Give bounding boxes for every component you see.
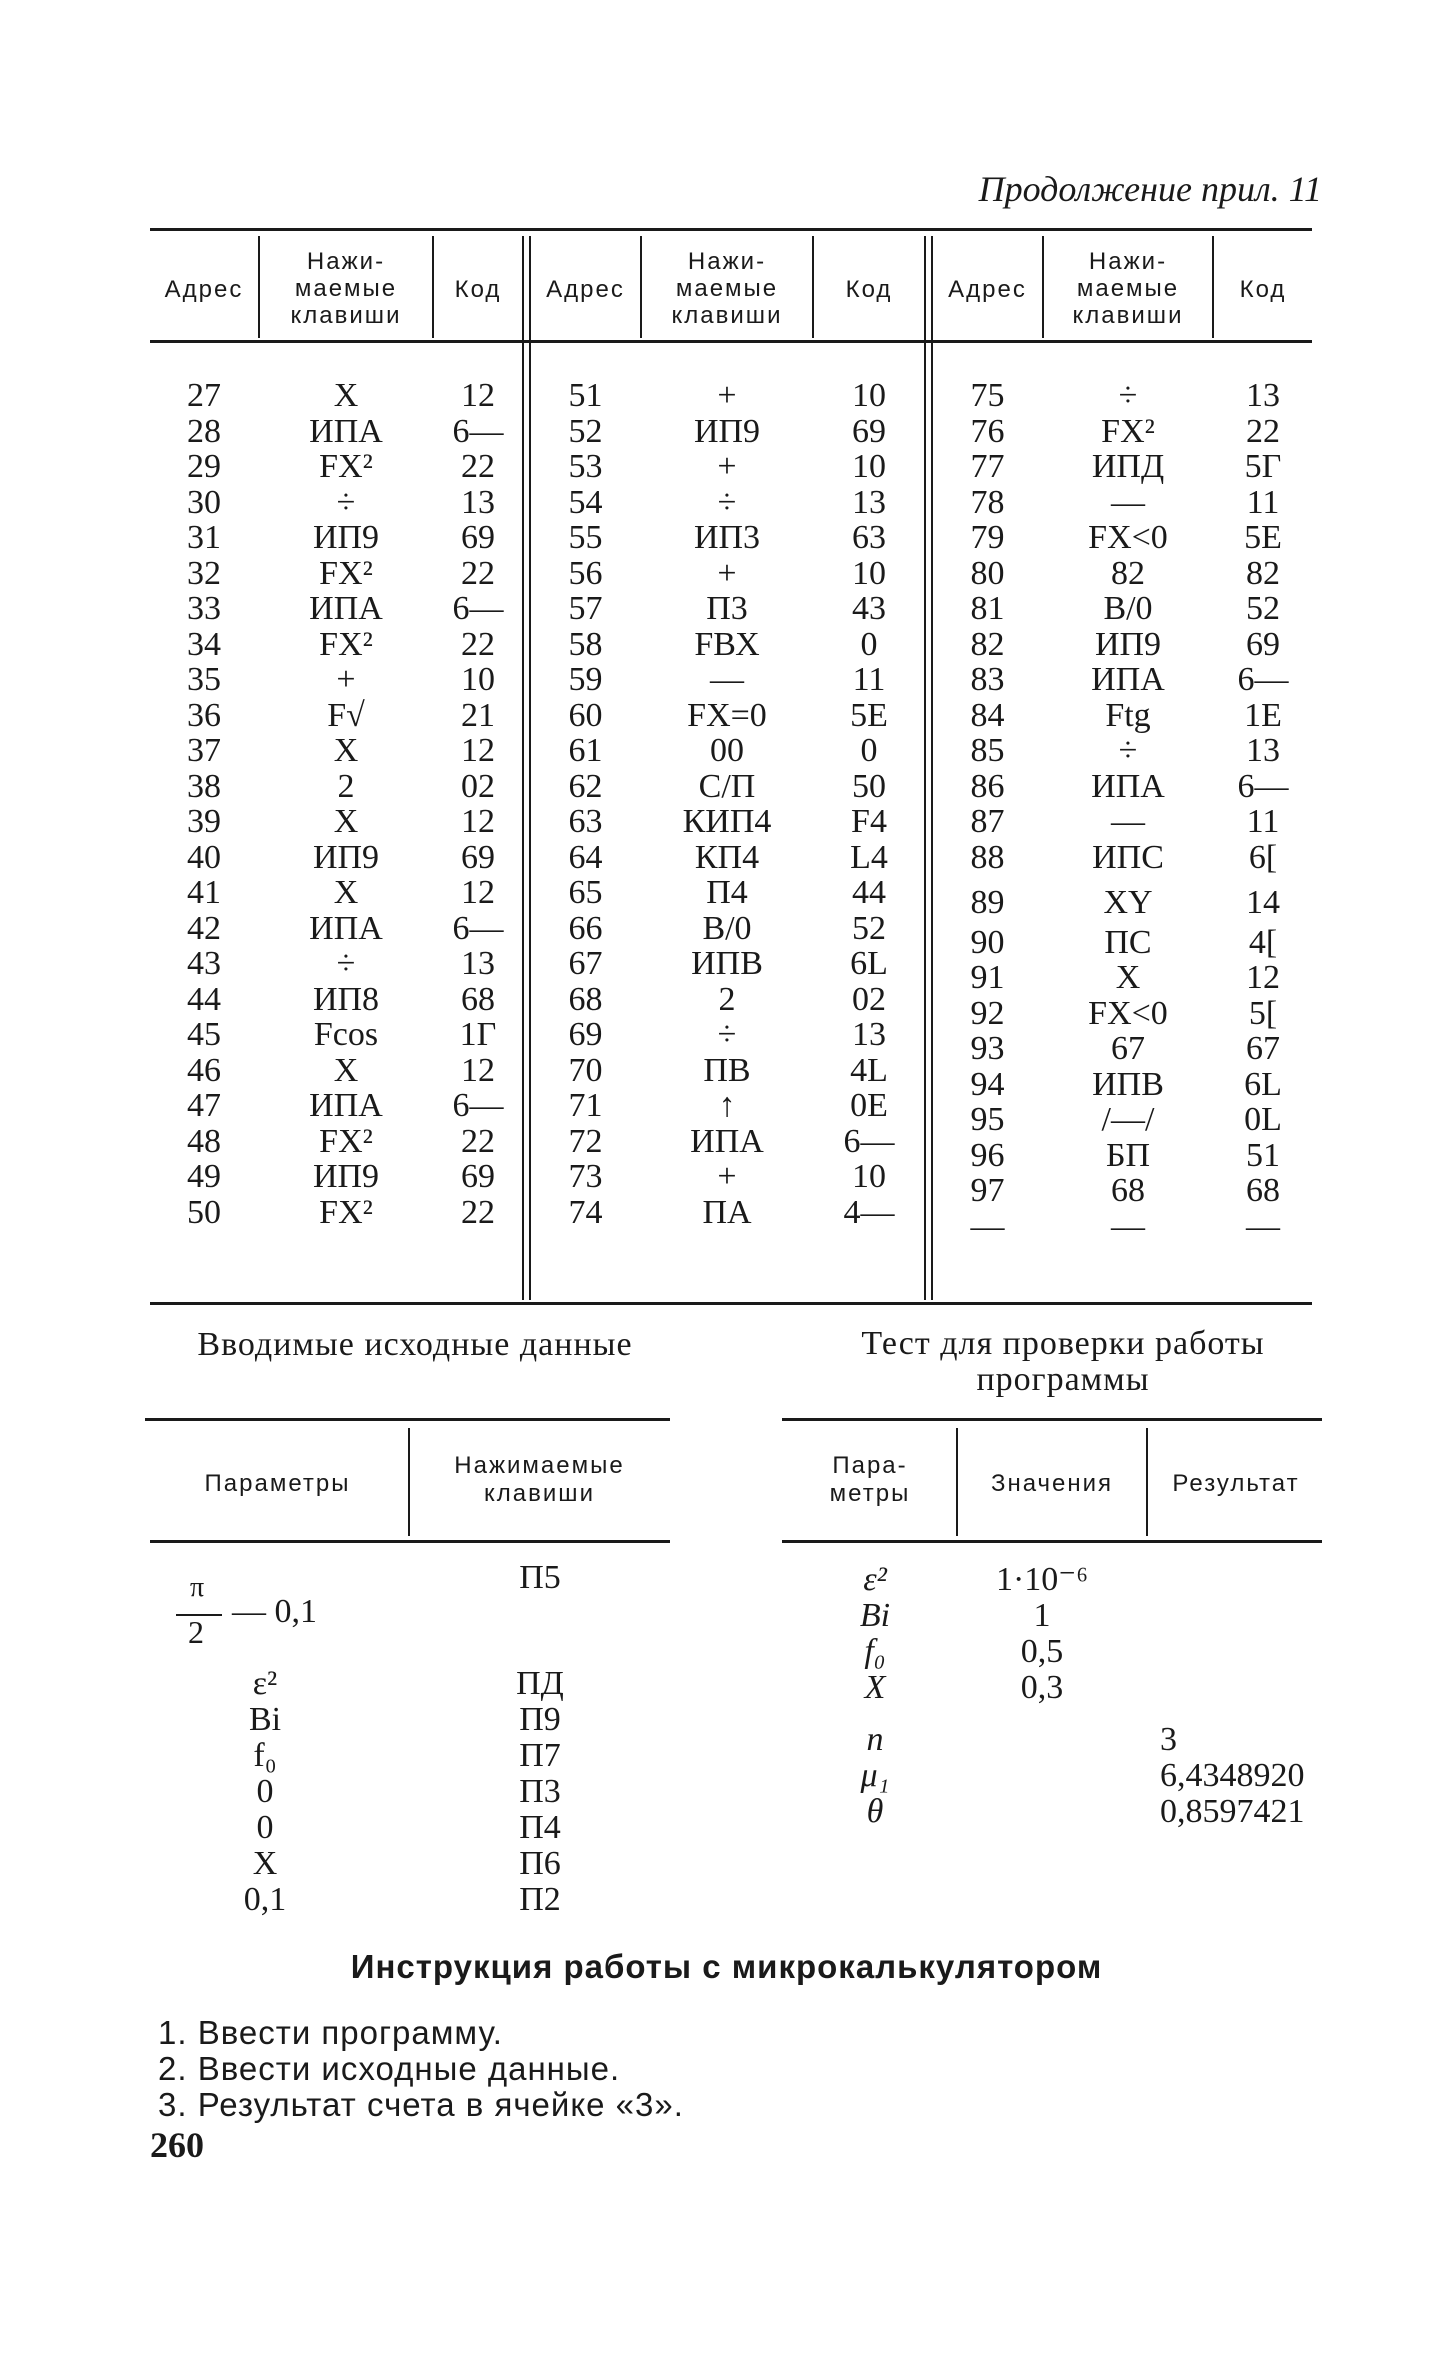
table-cell-code: 0 [860, 732, 878, 769]
test-col-divider [1146, 1428, 1148, 1536]
input-key: ПД [516, 1665, 564, 1702]
table-cell-code: 22 [461, 554, 495, 592]
col-header-address: Адрес [164, 276, 244, 303]
table-cell-code: 1E [1244, 696, 1282, 734]
test-result: 3 [1160, 1721, 1177, 1758]
table-cell-code: 6— [452, 909, 504, 947]
table-cell-key: ИПА [309, 412, 383, 450]
table-cell-key: 2 [718, 980, 736, 1018]
table-cell-address: 88 [970, 838, 1005, 876]
table-cell-address: 29 [187, 448, 221, 485]
table-cell-code: 5Г [1244, 448, 1282, 485]
table-cell-address: 65 [568, 874, 603, 911]
col-header-keys-line: Нажи- [1088, 248, 1168, 275]
table-cell-code: 21 [461, 696, 495, 734]
table-cell-address: 86 [970, 767, 1005, 805]
test-values-header: Значения [990, 1470, 1114, 1497]
table-cell-code: — [1246, 1207, 1280, 1245]
table-cell-address: 30 [187, 483, 221, 521]
block-divider [924, 236, 926, 1300]
table-cell-key: FВХ [694, 625, 760, 663]
table-cell-address: 55 [568, 519, 603, 556]
table-cell-code: 69 [461, 1158, 495, 1195]
table-cell-code: 51 [1246, 1136, 1280, 1174]
table-top-rule [150, 228, 1312, 231]
table-cell-code: 6— [1237, 767, 1289, 805]
table-cell-code: 44 [852, 874, 886, 911]
table-cell-key: + [717, 554, 737, 592]
table-cell-key: F√ [327, 696, 365, 734]
table-cell-key: — [710, 661, 744, 698]
table-cell-key: П4 [706, 874, 748, 911]
table-cell-code: 13 [461, 945, 495, 982]
test-params-header-line2: метры [829, 1480, 911, 1507]
table-cell-code: L4 [850, 838, 888, 876]
table-cell-address: 51 [568, 377, 603, 414]
table-cell-key: ИПА [1091, 767, 1165, 805]
input-table-header-rule [150, 1540, 670, 1543]
table-cell-code: 6L [850, 945, 888, 982]
table-cell-address: 82 [970, 625, 1005, 663]
table-cell-address: 87 [970, 803, 1005, 840]
test-param: ε² [863, 1561, 887, 1598]
table-cell-key: П3 [706, 590, 748, 627]
col-header-keys [1044, 248, 1212, 329]
fraction-rest: — 0,1 [232, 1593, 317, 1630]
table-cell-code: 0E [850, 1087, 888, 1124]
table-cell-address: 44 [187, 980, 221, 1018]
table-cell-key: ИП9 [312, 1158, 380, 1195]
table-cell-key: /—/ [1101, 1101, 1155, 1138]
table-cell-address: 53 [568, 448, 603, 485]
table-cell-key: 82 [1111, 554, 1145, 592]
table-cell-address: 38 [187, 767, 221, 805]
test-params-header [790, 1452, 950, 1508]
table-cell-address: 41 [187, 874, 221, 911]
table-cell-code: 13 [852, 483, 886, 521]
table-cell-key: FX<0 [1088, 994, 1168, 1032]
input-key: П5 [519, 1559, 561, 1596]
table-cell-code: 13 [461, 483, 495, 521]
table-cell-address: 64 [568, 838, 603, 876]
table-cell-code: 68 [461, 980, 495, 1018]
table-cell-address: 96 [970, 1136, 1005, 1174]
table-cell-address: 54 [568, 483, 603, 521]
input-keys-header [412, 1452, 667, 1508]
table-cell-address: 36 [187, 696, 221, 734]
table-cell-key: КИП4 [682, 803, 772, 840]
table-cell-code: 13 [1246, 732, 1280, 769]
input-param: X [252, 1845, 278, 1882]
input-keys-header-line1: Нажимаемые [454, 1452, 625, 1479]
table-cell-address: 27 [187, 377, 221, 414]
table-cell-key: ПС [1104, 923, 1152, 961]
table-cell-key: FX² [319, 625, 373, 663]
table-cell-address: 78 [970, 483, 1005, 521]
table-cell-code: 12 [461, 874, 495, 911]
page-header-title: Продолжение прил. 11 [978, 169, 1322, 209]
table-cell-key: + [717, 448, 737, 485]
table-cell-key: + [717, 1158, 737, 1195]
table-cell-key: X [333, 874, 359, 911]
input-key: П7 [519, 1737, 561, 1774]
table-cell-key: ИПА [309, 590, 383, 627]
col-header-keys [260, 248, 432, 329]
col-header-address: Адрес [546, 276, 625, 303]
table-cell-address: 37 [187, 732, 221, 769]
table-cell-code: 13 [852, 1016, 886, 1053]
table-cell-code: 43 [852, 590, 886, 627]
table-cell-code: 50 [852, 767, 886, 805]
table-cell-address: 49 [187, 1158, 221, 1195]
test-param: Bi [859, 1597, 891, 1634]
input-key: П4 [519, 1809, 561, 1846]
table-cell-code: 69 [1246, 625, 1280, 663]
table-cell-address: 81 [970, 590, 1005, 627]
table-cell-code: 22 [461, 1193, 495, 1231]
table-cell-address: 60 [568, 696, 603, 734]
table-cell-address: 89 [970, 884, 1005, 921]
table-cell-key: ИПА [309, 909, 383, 947]
table-cell-address: 91 [970, 959, 1005, 996]
table-cell-address: 57 [568, 590, 603, 627]
table-cell-code: 0 [860, 625, 878, 663]
table-cell-code: 82 [1246, 554, 1280, 592]
table-cell-code: 67 [1246, 1030, 1280, 1067]
table-cell-code: 52 [852, 909, 886, 947]
table-cell-code: 69 [461, 838, 495, 876]
input-key: П3 [519, 1773, 561, 1810]
col-header-code: Код [454, 276, 502, 303]
input-param: f₀ [253, 1737, 277, 1774]
test-param: θ [866, 1793, 884, 1830]
table-cell-code: 10 [461, 661, 495, 698]
table-cell-address: 35 [187, 661, 221, 698]
table-cell-address: 61 [568, 732, 603, 769]
table-cell-key: КП4 [694, 838, 760, 876]
table-cell-address: 48 [187, 1122, 221, 1160]
table-cell-key: + [717, 377, 737, 414]
table-cell-code: 11 [1246, 483, 1280, 521]
table-cell-address: 83 [970, 661, 1005, 698]
table-cell-key: 67 [1111, 1030, 1145, 1067]
col-header-code: Код [845, 276, 893, 303]
table-cell-code: 12 [461, 803, 495, 840]
table-cell-address: — [970, 1207, 1005, 1245]
table-cell-code: F4 [851, 803, 887, 840]
table-cell-key: ИПА [1091, 661, 1165, 698]
table-cell-code: 6[ [1248, 838, 1278, 876]
table-cell-key: X [333, 377, 359, 414]
table-header-rule [150, 340, 1312, 343]
test-col-divider [956, 1428, 958, 1536]
table-cell-key: X [1115, 959, 1141, 996]
table-cell-address: 52 [568, 412, 603, 450]
input-param: ε² [252, 1665, 278, 1702]
table-cell-address: 84 [970, 696, 1005, 734]
block-divider [522, 236, 524, 1300]
table-cell-key: В/0 [1103, 590, 1153, 627]
table-cell-address: 95 [970, 1101, 1005, 1138]
test-value: 0,3 [1020, 1669, 1064, 1706]
table-cell-address: 67 [568, 945, 603, 982]
table-cell-key: FX² [319, 554, 373, 592]
table-cell-code: 02 [852, 980, 886, 1018]
table-cell-code: 5E [850, 696, 888, 734]
table-cell-code: 1Г [459, 1016, 497, 1053]
table-cell-address: 68 [568, 980, 603, 1018]
input-param: 0,1 [243, 1881, 287, 1918]
table-cell-key: ↑ [718, 1087, 736, 1124]
input-params-header: Параметры [204, 1470, 351, 1497]
table-cell-key: FX² [1101, 412, 1155, 450]
table-cell-address: 70 [568, 1051, 603, 1089]
table-cell-key: ПА [702, 1193, 752, 1231]
input-table-top-rule [145, 1418, 670, 1421]
table-cell-code: 6L [1244, 1065, 1282, 1103]
table-cell-key: X [333, 1051, 359, 1089]
table-cell-key: ИПА [309, 1087, 383, 1124]
table-cell-code: 4— [843, 1193, 895, 1231]
table-cell-key: — [1111, 1207, 1145, 1245]
table-cell-code: 12 [1246, 959, 1280, 996]
table-cell-address: 39 [187, 803, 221, 840]
table-cell-key: Fcos [313, 1016, 379, 1053]
col-header-keys-line: Нажи- [306, 248, 386, 275]
table-cell-code: 6— [452, 1087, 504, 1124]
col-header-keys-line: клавиши [1072, 302, 1184, 329]
table-cell-key: ИП3 [693, 519, 761, 556]
table-cell-key: ИПА [690, 1122, 764, 1160]
table-cell-code: 11 [1246, 803, 1280, 840]
table-cell-address: 69 [568, 1016, 603, 1053]
table-cell-key: FX² [319, 1193, 373, 1231]
table-cell-key: FX² [319, 448, 373, 485]
table-cell-key: + [336, 661, 356, 698]
instruction-item: 1. Ввести программу. [158, 2014, 503, 2051]
table-cell-address: 50 [187, 1193, 221, 1231]
table-cell-code: 4[ [1248, 923, 1278, 961]
table-cell-key: X [333, 803, 359, 840]
test-value: 1 [1033, 1597, 1051, 1634]
table-cell-code: 68 [1246, 1172, 1280, 1209]
table-cell-address: 75 [970, 377, 1005, 414]
table-cell-address: 80 [970, 554, 1005, 592]
table-cell-address: 63 [568, 803, 603, 840]
table-cell-key: С/П [698, 767, 756, 805]
table-cell-address: 42 [187, 909, 221, 947]
table-cell-code: 22 [461, 625, 495, 663]
table-cell-key: FX<0 [1088, 519, 1168, 556]
table-cell-address: 85 [970, 732, 1005, 769]
table-cell-address: 79 [970, 519, 1005, 556]
table-cell-code: 52 [1246, 590, 1280, 627]
test-params-header-line1: Пара- [832, 1452, 908, 1479]
table-cell-address: 66 [568, 909, 603, 947]
table-cell-key: БП [1105, 1136, 1151, 1174]
test-table-top-rule [782, 1418, 1322, 1421]
page-number: 260 [150, 2125, 204, 2165]
table-cell-key: Ftg [1105, 696, 1151, 734]
table-cell-code: 63 [852, 519, 886, 556]
table-cell-code: 69 [461, 519, 495, 556]
test-value: 0,5 [1020, 1633, 1064, 1670]
table-cell-key: ИПВ [1092, 1065, 1164, 1103]
col-header-keys-line: маемые [1076, 275, 1180, 302]
table-cell-code: 10 [852, 1158, 886, 1195]
test-title-line2: программы [976, 1361, 1150, 1398]
test-title-line1: Тест для проверки работы [861, 1325, 1265, 1362]
table-cell-address: 90 [970, 923, 1005, 961]
input-key: П6 [519, 1845, 561, 1882]
col-header-keys-line: Нажи- [687, 248, 767, 275]
test-value: 1·10⁻⁶ [995, 1561, 1089, 1598]
table-cell-key: ИП8 [312, 980, 380, 1018]
table-cell-address: 34 [187, 625, 221, 663]
table-cell-address: 77 [970, 448, 1005, 485]
col-header-keys [642, 248, 812, 329]
fraction-denominator: 2 [188, 1614, 204, 1650]
table-cell-key: ИП9 [693, 412, 761, 450]
table-bottom-rule [150, 1302, 1312, 1305]
table-cell-code: 22 [1246, 412, 1280, 450]
test-result-header: Результат [1172, 1470, 1300, 1497]
test-table-header-rule [782, 1540, 1322, 1543]
table-cell-code: 6— [1237, 661, 1289, 698]
table-cell-code: 12 [461, 377, 495, 414]
table-cell-address: 93 [970, 1030, 1005, 1067]
table-cell-code: 13 [1246, 377, 1280, 414]
table-cell-address: 43 [187, 945, 221, 982]
table-cell-code: 10 [852, 377, 886, 414]
table-cell-code: 4L [850, 1051, 888, 1089]
table-cell-code: 6— [452, 412, 504, 450]
input-key: П9 [519, 1701, 561, 1738]
table-cell-address: 74 [568, 1193, 603, 1231]
input-param: Bi [248, 1701, 282, 1738]
col-header-address: Адрес [948, 276, 1027, 303]
table-cell-address: 46 [187, 1051, 221, 1089]
table-cell-key: FX=0 [687, 696, 767, 734]
table-cell-key: ÷ [717, 483, 737, 521]
input-keys-header-line2: клавиши [484, 1480, 595, 1507]
table-cell-code: 02 [461, 767, 495, 805]
table-cell-address: 45 [187, 1016, 221, 1053]
table-cell-key: ИП9 [312, 838, 380, 876]
test-param: μ₁ [860, 1757, 890, 1794]
input-data-title: Вводимые исходные данные [197, 1326, 633, 1363]
table-cell-address: 32 [187, 554, 221, 592]
table-cell-address: 56 [568, 554, 603, 592]
table-cell-code: 12 [461, 1051, 495, 1089]
table-cell-address: 59 [568, 661, 603, 698]
table-cell-code: 14 [1246, 884, 1280, 921]
table-cell-key: XY [1103, 884, 1153, 921]
instructions-title: Инструкция работы с микрокалькулятором [350, 1948, 1103, 1985]
table-cell-key: ИП9 [1094, 625, 1162, 663]
table-cell-key: — [1111, 483, 1145, 521]
test-title [778, 1326, 1348, 1398]
table-cell-address: 31 [187, 519, 221, 556]
table-cell-address: 92 [970, 994, 1005, 1032]
table-cell-key: ИПВ [691, 945, 763, 982]
table-cell-code: 0L [1244, 1101, 1282, 1138]
table-cell-code: 12 [461, 732, 495, 769]
table-cell-key: В/0 [702, 909, 752, 947]
table-cell-code: 22 [461, 1122, 495, 1160]
input-key: П2 [519, 1881, 561, 1918]
table-cell-key: ÷ [336, 945, 356, 982]
table-cell-code: 6— [843, 1122, 895, 1160]
table-cell-key: ИПС [1092, 838, 1164, 876]
table-cell-address: 73 [568, 1158, 603, 1195]
table-cell-address: 94 [970, 1065, 1005, 1103]
instruction-item: 2. Ввести исходные данные. [158, 2050, 621, 2087]
test-result: 0,8597421 [1160, 1793, 1305, 1830]
input-param: 0 [256, 1809, 274, 1846]
instruction-item: 3. Результат счета в ячейке «3». [158, 2086, 684, 2123]
input-col-divider [408, 1428, 410, 1536]
table-cell-code: 6— [452, 590, 504, 627]
table-cell-key: — [1111, 803, 1145, 840]
table-cell-address: 28 [187, 412, 221, 450]
test-result: 6,4348920 [1160, 1757, 1305, 1794]
table-cell-key: ИП9 [312, 519, 380, 556]
col-header-keys-line: маемые [294, 275, 398, 302]
table-cell-address: 72 [568, 1122, 603, 1160]
table-cell-key: 00 [710, 732, 744, 769]
table-cell-address: 97 [970, 1172, 1005, 1209]
table-cell-address: 62 [568, 767, 603, 805]
table-cell-address: 33 [187, 590, 221, 627]
table-cell-key: ИПД [1091, 448, 1165, 485]
table-cell-key: ПВ [703, 1051, 751, 1089]
table-cell-code: 10 [852, 554, 886, 592]
input-param: 0 [256, 1773, 274, 1810]
test-param: f₀ [864, 1633, 886, 1670]
col-header-keys-line: клавиши [290, 302, 402, 329]
table-cell-address: 76 [970, 412, 1005, 450]
table-cell-key: 2 [337, 767, 355, 805]
table-cell-code: 10 [852, 448, 886, 485]
test-param: X [864, 1669, 886, 1706]
table-cell-key: FX² [319, 1122, 373, 1160]
table-cell-code: 5E [1244, 519, 1282, 556]
table-cell-address: 40 [187, 838, 221, 876]
table-cell-key: X [333, 732, 359, 769]
table-cell-code: 11 [852, 661, 886, 698]
table-cell-key: ÷ [1118, 377, 1138, 414]
table-cell-address: 58 [568, 625, 603, 663]
table-cell-code: 22 [461, 448, 495, 485]
table-cell-key: ÷ [1118, 732, 1138, 769]
col-header-code: Код [1239, 276, 1287, 303]
col-header-keys-line: маемые [675, 275, 779, 302]
table-cell-key: 68 [1111, 1172, 1145, 1209]
col-header-keys-line: клавиши [671, 302, 783, 329]
test-param: n [866, 1721, 884, 1758]
table-cell-address: 47 [187, 1087, 221, 1124]
table-cell-key: ÷ [336, 483, 356, 521]
table-cell-code: 5[ [1248, 994, 1278, 1032]
table-cell-key: ÷ [717, 1016, 737, 1053]
fraction-numerator: π [190, 1572, 205, 1603]
table-cell-address: 71 [568, 1087, 603, 1124]
table-cell-code: 69 [852, 412, 886, 450]
